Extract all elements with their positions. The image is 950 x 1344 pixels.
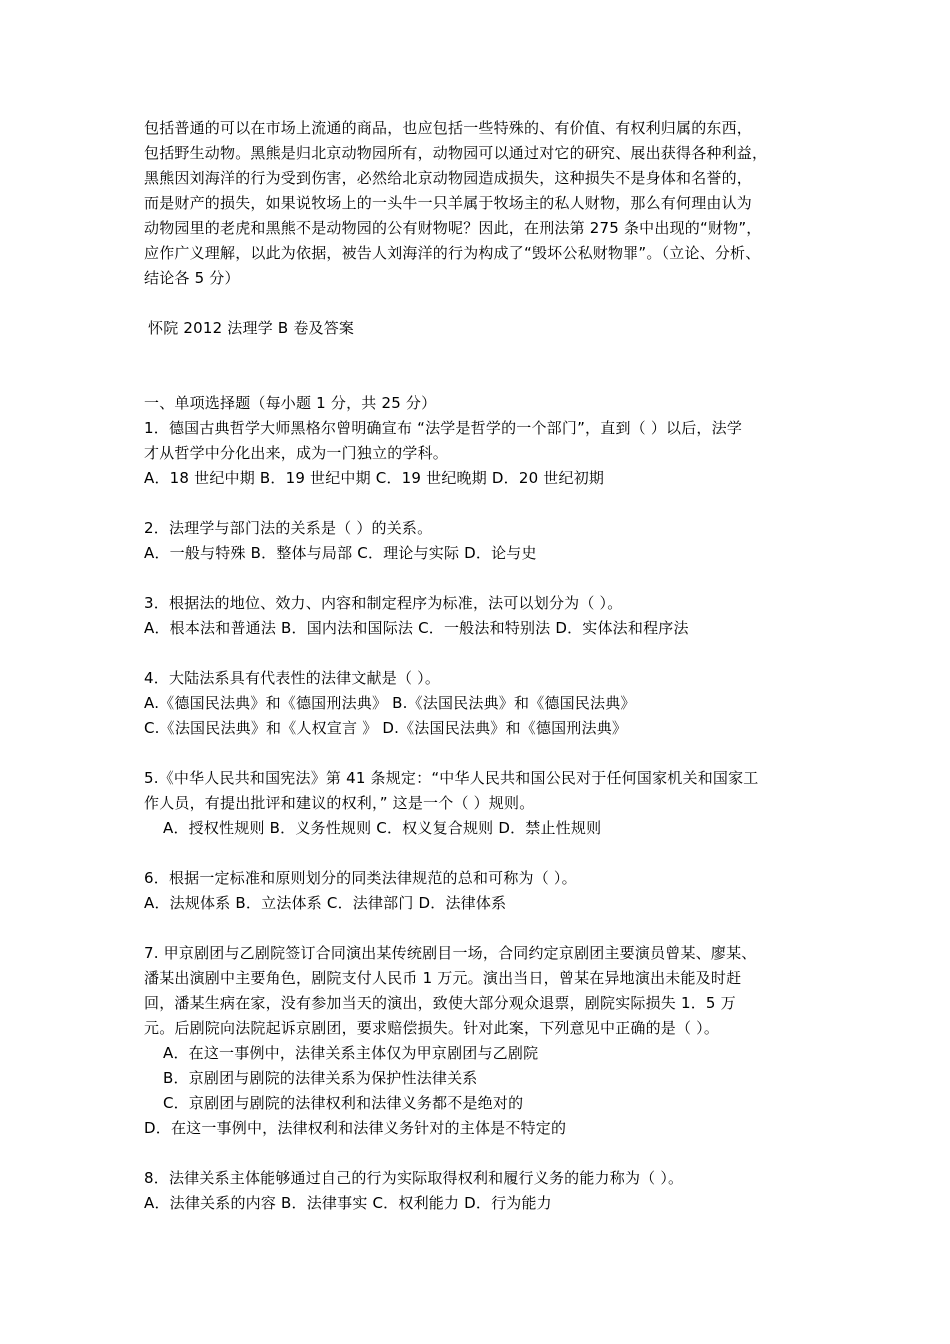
question-options: A．法规体系 B．立法体系 C．法律部门 D．法律体系 <box>144 894 507 912</box>
intro-line: 包括普通的可以在市场上流通的商品，也应包括一些特殊的、有价值、有权利归属的东西， <box>144 119 753 137</box>
question-text: 才从哲学中分化出来，成为一门独立的学科。 <box>144 444 449 462</box>
section-heading: 一、单项选择题（每小题 1 分，共 25 分） <box>144 394 437 412</box>
question-option: A．在这一事例中，法律关系主体仅为甲京剧团与乙剧院 <box>163 1044 539 1062</box>
intro-line: 包括野生动物。黑熊是归北京动物园所有，动物园可以通过对它的研究、展出获得各种利益， <box>144 144 768 162</box>
question-text: 4．大陆法系具有代表性的法律文献是（ ）。 <box>144 669 441 687</box>
intro-line: 结论各 5 分） <box>144 269 240 287</box>
question-options: A．根本法和普通法 B．国内法和国际法 C．一般法和特别法 D．实体法和程序法 <box>144 619 689 637</box>
question-options: C.《法国民法典》和《人权宣言 》 D.《法国民法典》和《德国刑法典》 <box>144 719 628 737</box>
question-text: 7. 甲京剧团与乙剧院签订合同演出某传统剧目一场，合同约定京剧团主要演员曾某、廖某、 <box>144 944 757 962</box>
question-options: A．授权性规则 B．义务性规则 C．权义复合规则 D．禁止性规则 <box>163 819 602 837</box>
question-text: 回，潘某生病在家，没有参加当天的演出，致使大部分观众退票，剧院实际损失 1．5 万 <box>144 994 736 1012</box>
question-option: D．在这一事例中，法律权利和法律义务针对的主体是不特定的 <box>144 1119 567 1137</box>
question-options: A．一般与特殊 B．整体与局部 C．理论与实际 D．论与史 <box>144 544 537 562</box>
question-option: C．京剧团与剧院的法律权利和法律义务都不是绝对的 <box>163 1094 524 1112</box>
question-option: B．京剧团与剧院的法律关系为保护性法律关系 <box>163 1069 478 1087</box>
question-text: 8．法律关系主体能够通过自己的行为实际取得权利和履行义务的能力称为（ ）。 <box>144 1169 684 1187</box>
intro-line: 应作广义理解，以此为依据，被告人刘海洋的行为构成了“毁坏公私财物罪”。（立论、分析、 <box>144 244 761 262</box>
question-options: A．法律关系的内容 B．法律事实 C．权利能力 D．行为能力 <box>144 1194 552 1212</box>
document-title: 怀院 2012 法理学 B 卷及答案 <box>148 319 355 337</box>
question-text: 6．根据一定标准和原则划分的同类法律规范的总和可称为（ ）。 <box>144 869 577 887</box>
question-text: 作人员，有提出批评和建议的权利，” 这是一个（ ）规则。 <box>144 794 535 812</box>
question-options: A．18 世纪中期 B．19 世纪中期 C．19 世纪晚期 D．20 世纪初期 <box>144 469 605 487</box>
question-text: 元。后剧院向法院起诉京剧团，要求赔偿损失。针对此案，下列意见中正确的是（ ）。 <box>144 1019 720 1037</box>
question-text: 1．德国古典哲学大师黑格尔曾明确宣布 “法学是哲学的一个部门”，直到（ ）以后，法学 <box>144 419 743 437</box>
intro-line: 动物园里的老虎和黑熊不是动物园的公有财物呢？因此，在刑法第 275 条中出现的“财物”， <box>144 219 762 237</box>
intro-line: 黑熊因刘海洋的行为受到伤害，必然给北京动物园造成损失，这种损失不是身体和名誉的， <box>144 169 753 187</box>
question-options: A.《德国民法典》和《德国刑法典》 B.《法国民法典》和《德国民法典》 <box>144 694 636 712</box>
question-text: 5.《中华人民共和国宪法》第 41 条规定：“中华人民共和国公民对于任何国家机关和国家工 <box>144 769 759 787</box>
intro-line: 而是财产的损失，如果说牧场上的一头牛一只羊属于牧场主的私人财物，那么有何理由认为 <box>144 194 753 212</box>
question-text: 3．根据法的地位、效力、内容和制定程序为标准，法可以划分为（ ）。 <box>144 594 623 612</box>
question-text: 2．法理学与部门法的关系是（ ）的关系。 <box>144 519 433 537</box>
question-text: 潘某出演剧中主要角色，剧院支付人民币 1 万元。演出当日，曾某在异地演出未能及时赶 <box>144 969 742 987</box>
